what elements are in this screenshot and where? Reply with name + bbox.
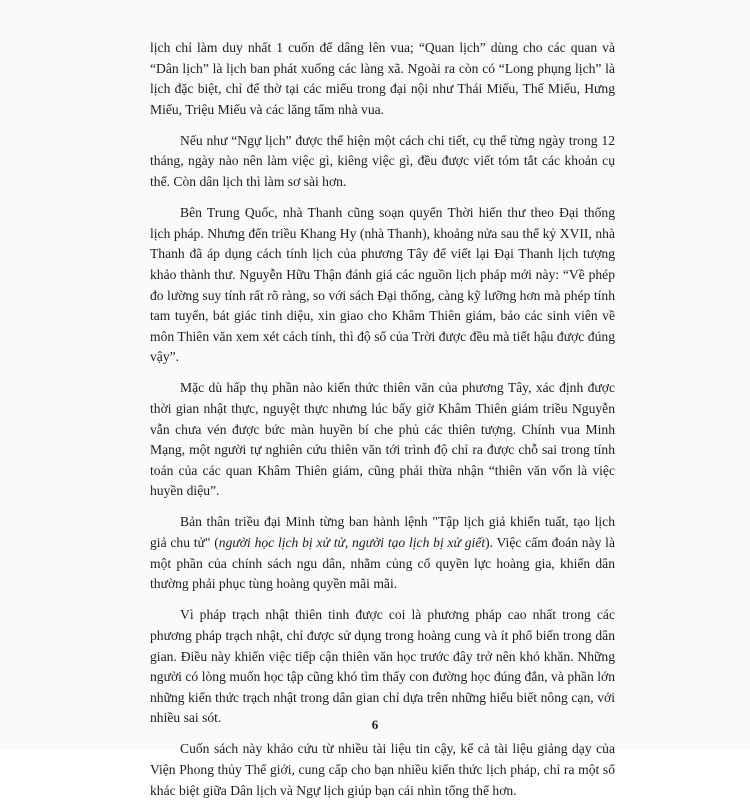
paragraph-trieu-minh bbox=[150, 512, 615, 594]
paragraph-trach-nhat: Vì pháp trạch nhật thiên tinh được coi là phương pháp cao nhất trong các phương pháp trạch nhật, chỉ được sử dụng trong hoàng cung và ít phổ biến trong dân gian. Điều này khiến việc tiếp cận thiên văn học trước đây trở nên khó khăn. Những người có lòng muốn học tập cũng khó tìm thấy con đường học đúng đắn, và phần lớn những kiến thức trạch nhật trong dân gian chỉ dựa trên những hiểu biết nông cạn, với nhiều sai sót. bbox=[150, 607, 615, 726]
paragraph-nha-thanh: Bên Trung Quốc, nhà Thanh cũng soạn quyển Thời hiến thư theo Đại thống lịch pháp. Nhưng đến triều Khang Hy (nhà Thanh), khoảng nửa sau thế kỷ XVII, nhà Thanh đã áp dụng cách tính lịch của phương Tây để viết lại Đại Thanh lịch tượng khảo thành thư. Nguyễn Hữu Thận đánh giá các nguồn lịch pháp mới này: “Về phép đo lường suy tính rất rõ ràng, so với sách Đại thống, càng kỹ lưỡng hơn mà phép tính tam tuyến, bát giác tinh diệu, xin giao cho Khâm Thiên giám, bảo các sinh viên về môn Thiên văn xem xét cách tính, thì độ số của Trời được đều mà tiết hậu được đúng vậy”. bbox=[150, 205, 615, 365]
paragraph-trieu-minh-text-end: ). Việc cấm đoán này là một phần của chính sách ngu dân, nhằm củng cố quyền lực hoàng gia, khiến dân thường phải phục tùng hoàng quyền mãi mãi. bbox=[150, 535, 615, 592]
paragraph-trieu-minh-text: Bản thân triều đại Minh từng ban hành lệnh "Tập lịch giả khiển tuất, tạo lịch giả chu tử" ( bbox=[150, 514, 615, 551]
paragraph-cuon-sach: Cuốn sách này khảo cứu từ nhiều tài liệu tin cậy, kể cả tài liệu giảng dạy của Viện Phong thủy Thế giới, cung cấp cho bạn nhiều kiến thức lịch pháp, chỉ ra một số khác biệt giữa Dân lịch và Ngự lịch giúp bạn cái nhìn tổng thể hơn. bbox=[150, 741, 615, 798]
paragraph-ngu-lich: Nếu như “Ngự lịch” được thể hiện một cách chi tiết, cụ thể từng ngày trong 12 tháng, ngày nào nên làm việc gì, kiêng việc gì, đều được viết tóm tắt các khoản cụ thể. Còn dân lịch thì làm sơ sài hơn. bbox=[150, 132, 615, 190]
page-body bbox=[150, 38, 615, 812]
page-number: 6 bbox=[371, 717, 379, 732]
paragraph-continued: lịch chỉ làm duy nhất 1 cuốn để dâng lên vua; “Quan lịch” dùng cho các quan và “Dân lịch” là lịch ban phát xuống các làng xã. Ngoài ra còn có “Long phụng lịch” là lịch đặc biệt, chỉ để thờ tại các miếu trong đại nội như Thái Miếu, Thế Miếu, Hưng Miếu, Triệu Miếu và các lăng tẩm nhà vua. bbox=[150, 40, 615, 117]
paragraph-trieu-minh-italic: người học lịch bị xử tử, người tạo lịch bị xử giết bbox=[218, 535, 486, 551]
paragraph-minh-mang: Mặc dù hấp thụ phần nào kiến thức thiên văn của phương Tây, xác định được thời gian nhật thực, nguyệt thực nhưng lúc bấy giờ Khâm Thiên giám triều Nguyễn vẫn chưa vén được bức màn huyền bí che phủ các thiên tượng. Chính vua Minh Mạng, một người tự nghiên cứu thiên văn tới trình độ chỉ ra được chỗ sai trong tính toán của các quan Khâm Thiên giám, cũng phải thừa nhận “thiên văn vốn là việc huyền diệu”. bbox=[150, 380, 615, 499]
